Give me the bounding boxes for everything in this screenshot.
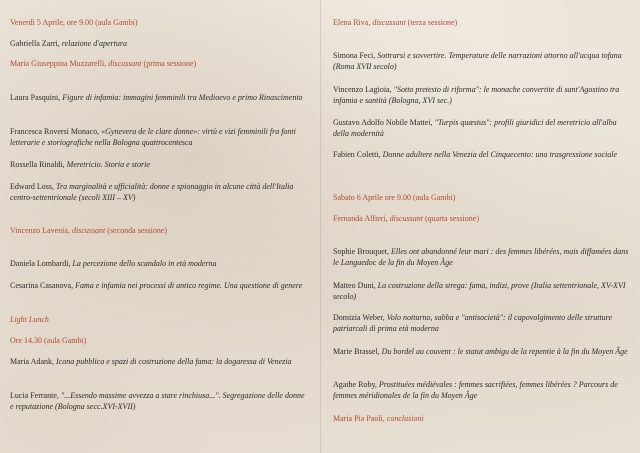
entry-coletti bbox=[333, 150, 633, 161]
talk-title: Du bordel au couvent : le statut ambigu de la repentie à la fin du Moyen Âge bbox=[381, 347, 628, 356]
entry-ferrante bbox=[10, 391, 310, 412]
entry-mattei bbox=[333, 118, 633, 139]
entry-weber bbox=[333, 313, 633, 334]
entry-lagioia bbox=[333, 85, 633, 106]
entry-zarri bbox=[10, 39, 310, 50]
talk-title: «Gynevera de le clare donne»: virtù e vizi femminili fra fonti letterarie e storiografiche nella Bologna quattrocentesca bbox=[10, 127, 296, 147]
speaker-name: Fabien Coletti, bbox=[333, 150, 381, 159]
session-heading-saturday: Sabato 6 Aprile ore 9.00 (aula Gambi) bbox=[333, 193, 456, 202]
speaker-name: Sophie Brouquet, bbox=[333, 247, 389, 256]
talk-title: Donne adultere nella Venezia del Cinquecento: una trasgressione sociale bbox=[382, 150, 618, 159]
discussant-muzzarelli: Maria Giuseppina Muzzarelli, discussant (prima sessione) bbox=[10, 59, 197, 68]
session-heading-afternoon: Ore 14.30 (aula Gambi) bbox=[10, 336, 87, 345]
talk-title: Elles ont abandonné leur mari : des femmes libérées, mais diffamées dans le Languedoc de la fin du Moyen Âge bbox=[333, 247, 629, 267]
speaker-name: Francesca Roversi Monaco, bbox=[10, 127, 100, 136]
entry-adank bbox=[10, 357, 310, 368]
speaker-name: Lucia Ferrante, bbox=[10, 391, 59, 400]
speaker-name: Matteo Duni, bbox=[333, 281, 376, 290]
speaker-name: Laura Pasquini, bbox=[10, 93, 61, 102]
entry-lombardi bbox=[10, 259, 310, 270]
light-lunch: Light Lunch bbox=[10, 315, 49, 324]
talk-title: "Sotto pretesto di riforma": le monache convertite di sant'Agostino tra infamia e santità (Bologna, XVI sec.) bbox=[333, 85, 620, 105]
discussant-alfieri: Fernanda Alfieri, discussant (quarta sessione) bbox=[333, 214, 479, 223]
speaker-name: Domizia Weber, bbox=[333, 313, 385, 322]
speaker-name: Vincenzo Lagioia, bbox=[333, 85, 392, 94]
talk-title: Tra marginalità e ufficialità: donne e spionaggio in alcune città dell'Italia centro-settentrionale (secoli XIII – XV) bbox=[10, 182, 294, 202]
entry-brouquet bbox=[333, 247, 633, 268]
discussant-riva: Elena Riva, discussant (terza sessione) bbox=[333, 18, 458, 27]
talk-title: relazione d'apertura bbox=[61, 39, 127, 48]
talk-title: La percezione dello scandalo in età moderna bbox=[72, 259, 217, 268]
speaker-name: Maria Adank, bbox=[10, 357, 54, 366]
talk-title: "Turpis quæstus": profili giuridici del meretricio all'alba della modernità bbox=[333, 118, 617, 138]
speaker-name: Daniela Lombardi, bbox=[10, 259, 71, 268]
speaker-name: Simona Feci, bbox=[333, 51, 376, 60]
talk-title: Prostituées médiévales : femmes sacrifiées, femmes libérées ? Parcours de femmes méridionales de la fin du Moyen Âge bbox=[333, 380, 618, 400]
page-fold bbox=[320, 0, 321, 453]
speaker-name: Marie Brassel, bbox=[333, 347, 380, 356]
talk-title: Figure di infamia: immagini femminili tra Medioevo e primo Rinascimento bbox=[62, 93, 303, 102]
talk-title: Sottrarsi e sovvertire. Temperature delle narrazioni attorno all'acqua tofana (Roma XVII secolo) bbox=[333, 51, 622, 71]
speaker-name: Gabriella Zarri, bbox=[10, 39, 60, 48]
entry-feci bbox=[333, 51, 633, 72]
talk-title: "...Essendo massime avvezza a stare rinchiusa...". Segregazione delle donne e reputazione (Bologna secc.XVI-XVII) bbox=[10, 391, 305, 411]
entry-roby bbox=[333, 380, 633, 401]
entry-brassel bbox=[333, 347, 633, 358]
entry-roversi bbox=[10, 127, 310, 148]
talk-title: Fama e infamia nei processi di antico regime. Una questione di genere bbox=[75, 281, 303, 290]
entry-rinaldi bbox=[10, 160, 310, 171]
speaker-name: Rossella Rinaldi, bbox=[10, 160, 65, 169]
talk-title: Meretricio. Storia e storie bbox=[66, 160, 150, 169]
talk-title: Icona pubblica e spazi di costruzione della fama: la dogaressa di Venezia bbox=[56, 357, 292, 366]
speaker-name: Gustavo Adolfo Nobile Mattei, bbox=[333, 118, 433, 127]
entry-loss bbox=[10, 182, 310, 203]
speaker-name: Edward Loss, bbox=[10, 182, 54, 191]
speaker-name: Cesarina Casanova, bbox=[10, 281, 74, 290]
entry-pasquini bbox=[10, 93, 310, 104]
speaker-name: Agathe Roby, bbox=[333, 380, 377, 389]
entry-casanova bbox=[10, 281, 310, 292]
talk-title: Volo notturno, sabba e "antisocietà": il capovolgimento delle strutture patriarcali di prima età moderna bbox=[333, 313, 613, 333]
entry-duni bbox=[333, 281, 633, 302]
session-heading-friday: Venerdì 5 Aprile, ore 9.00 (aula Gambi) bbox=[10, 18, 138, 27]
conclusions-paoli: Maria Pia Paoli, conclusioni bbox=[333, 414, 424, 423]
talk-title: La costruzione della strega: fama, indizi, prove (Italia settentrionale, XV-XVI secolo) bbox=[333, 281, 626, 301]
discussant-lavenia: Vincenzo Lavenia, discussant (seconda sessione) bbox=[10, 226, 168, 235]
